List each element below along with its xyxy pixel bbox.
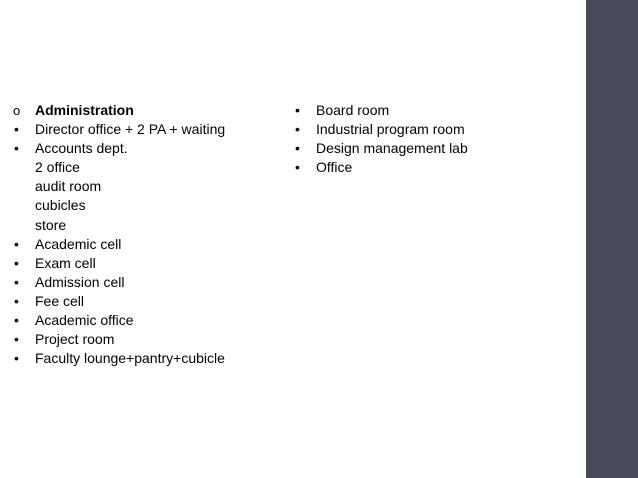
list-item	[14, 311, 274, 330]
right-list	[295, 101, 555, 177]
list-item-text: Fee cell	[35, 292, 85, 309]
list-item	[295, 158, 555, 177]
list-item-text: Project room	[35, 331, 115, 348]
sub-item-text: cubicles	[35, 197, 86, 214]
decorative-side-bar	[586, 0, 638, 478]
list-heading-administration	[14, 101, 274, 120]
list-item-text: Industrial program room	[316, 121, 465, 138]
list-item	[14, 120, 274, 139]
sub-item-text: 2 office	[35, 159, 80, 176]
list-item	[14, 349, 274, 368]
list-item	[14, 139, 274, 158]
list-item-text: Director office + 2 PA + waiting	[35, 121, 226, 138]
list-item	[295, 101, 555, 120]
bullet-icon: •	[295, 102, 300, 118]
list-item	[14, 235, 274, 254]
list-item-text: Exam cell	[35, 254, 96, 271]
bullet-icon: •	[14, 254, 19, 271]
list-item-text: Board room	[316, 102, 390, 118]
list-item-text: Accounts dept.	[35, 140, 128, 157]
sub-item-text: store	[35, 216, 67, 233]
list-item-text: Design management lab	[316, 140, 468, 157]
list-item-text: Office	[316, 159, 353, 176]
heading-text: Administration	[35, 102, 134, 118]
bullet-icon: •	[14, 350, 19, 367]
sub-item	[14, 158, 274, 177]
bullet-icon: •	[14, 312, 19, 329]
sub-item	[14, 196, 274, 215]
list-item-text: Academic office	[35, 312, 134, 329]
list-item-text: Faculty lounge+pantry+cubicle	[35, 350, 225, 367]
list-item	[295, 120, 555, 139]
left-list	[14, 101, 274, 368]
bullet-icon: •	[14, 331, 19, 348]
bullet-icon: •	[14, 273, 19, 290]
circle-bullet-icon: o	[13, 103, 21, 118]
bullet-icon: •	[14, 140, 19, 157]
bullet-icon: •	[295, 159, 300, 176]
list-item	[14, 254, 274, 273]
sub-item	[14, 177, 274, 196]
list-item-text: Admission cell	[35, 273, 125, 290]
bullet-icon: •	[295, 121, 300, 138]
list-item	[295, 139, 555, 158]
list-item-text: Academic cell	[35, 235, 122, 252]
sub-item-text: audit room	[35, 178, 102, 195]
bullet-icon: •	[14, 292, 19, 309]
bullet-icon: •	[295, 140, 300, 157]
sub-item	[14, 216, 274, 235]
bullet-icon: •	[14, 121, 19, 138]
bullet-icon: •	[14, 235, 19, 252]
list-item	[14, 273, 274, 292]
list-item	[14, 292, 274, 311]
list-item	[14, 330, 274, 349]
